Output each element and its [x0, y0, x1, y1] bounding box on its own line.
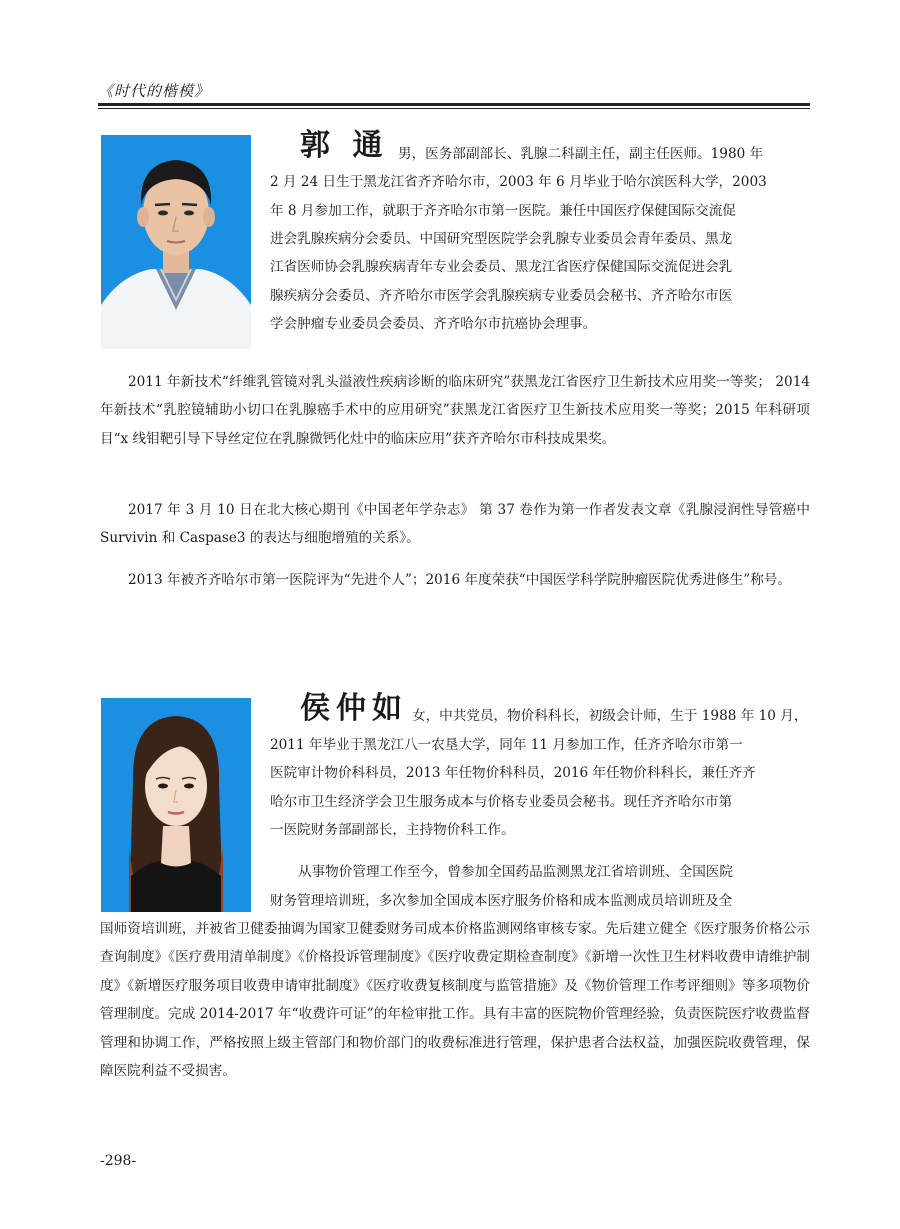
publication-paragraph: 2017 年 3 月 10 日在北大核心期刊《中国老年学杂志》 第 37 卷作为第一作者发表文章《乳腺浸润性导管癌中 Survivin 和 Caspase3 的表达与细胞增殖的关系》。	[100, 502, 810, 547]
work-line-1: 从事物价管理工作至今，曾参加全国药品监测黑龙江省培训班、全国医院	[298, 864, 733, 880]
header-rule	[98, 103, 810, 106]
intro-line-5: 江省医师协会乳腺疾病青年专业会委员、黑龙江省医疗保健国际交流促进会乳	[270, 259, 733, 275]
book-title: 《时代的楷模》	[98, 82, 211, 100]
person-name-guo-tong: 郭 通	[300, 128, 389, 163]
intro-line-4: 进会乳腺疾病分会委员、中国研究型医院学会乳腺专业委员会青年委员、黑龙	[270, 231, 733, 247]
intro2-line-3: 医院审计物价科科员，2013 年任物价科科员，2016 年任物价科科长，兼任齐齐	[270, 765, 756, 781]
person-name-hou-zhongru: 侯仲如	[300, 691, 408, 726]
portrait-photo-man	[101, 135, 251, 349]
intro-line-2: 2 月 24 日生于黑龙江省齐齐哈尔市，2003 年 6 月毕业于哈尔滨医科大学，2003	[270, 174, 767, 190]
intro-line-7: 学会肿瘤专业委员会委员、齐齐哈尔市抗癌协会理事。	[270, 316, 597, 332]
awards-paragraph: 2011 年新技术“纤维乳管镜对乳头溢液性疾病诊断的临床研究”获黑龙江省医疗卫生新技术应用奖一等奖； 2014 年新技术“乳腔镜辅助小切口在乳腺癌手术中的应用研究”获黑龙江省医疗卫生新技术应用奖一等奖；2015 年科研项目“x 线钼靶引导下导丝定位在乳腺微钙化灶中的临床应用”获齐齐哈尔市科技成果奖。	[100, 374, 810, 447]
header-rule-thin	[98, 108, 810, 109]
intro-line-1: 男，医务部副部长、乳腺二科副主任，副主任医师。1980 年	[398, 146, 764, 162]
honors-paragraph: 2013 年被齐齐哈尔市第一医院评为“先进个人”；2016 年度荣获“中国医学科学院肿瘤医院优秀进修生”称号。	[128, 572, 791, 588]
intro2-line-5: 一医院财务部副部长，主持物价科工作。	[270, 822, 515, 838]
work-paragraph: 国师资培训班，并被省卫健委抽调为国家卫健委财务司成本价格监测网络审核专家。先后建立健全《医疗服务价格公示查询制度》《医疗费用清单制度》《价格投诉管理制度》《医疗收费定期检查制度》《新增一次性卫生材料收费申请维护制度》《新增医疗服务项目收费申请审批制度》《医疗收费复核制度与监管措施》及《物价管理工作考评细则》等多项物价管理制度。完成 2014-2017 年“收费许可证”的年检审批工作。具有丰富的医院物价管理经验，负责医院医疗收费监督管理和协调工作，严格按照上级主管部门和物价部门的收费标准进行管理，保护患者合法权益，加强医院收费管理，保障医院利益不受损害。	[100, 921, 810, 1080]
intro2-line-2: 2011 年毕业于黑龙江八一农垦大学，同年 11 月参加工作，任齐齐哈尔市第一	[270, 737, 743, 753]
intro-line-6: 腺疾病分会委员、齐齐哈尔市医学会乳腺疾病专业委员会秘书、齐齐哈尔市医	[270, 288, 733, 304]
work-line-2: 财务管理培训班，多次参加全国成本医疗服务价格和成本监测成员培训班及全	[270, 893, 733, 909]
intro-line-3: 年 8 月参加工作，就职于齐齐哈尔市第一医院。兼任中国医疗保健国际交流促	[270, 203, 736, 219]
intro2-line-1: 女，中共党员，物价科科长，初级会计师，生于 1988 年 10 月，	[412, 708, 808, 724]
portrait-photo-woman	[101, 698, 251, 912]
page-number: -298-	[100, 1153, 137, 1169]
intro2-line-4: 哈尔市卫生经济学会卫生服务成本与价格专业委员会秘书。现任齐齐哈尔市第	[270, 794, 733, 810]
